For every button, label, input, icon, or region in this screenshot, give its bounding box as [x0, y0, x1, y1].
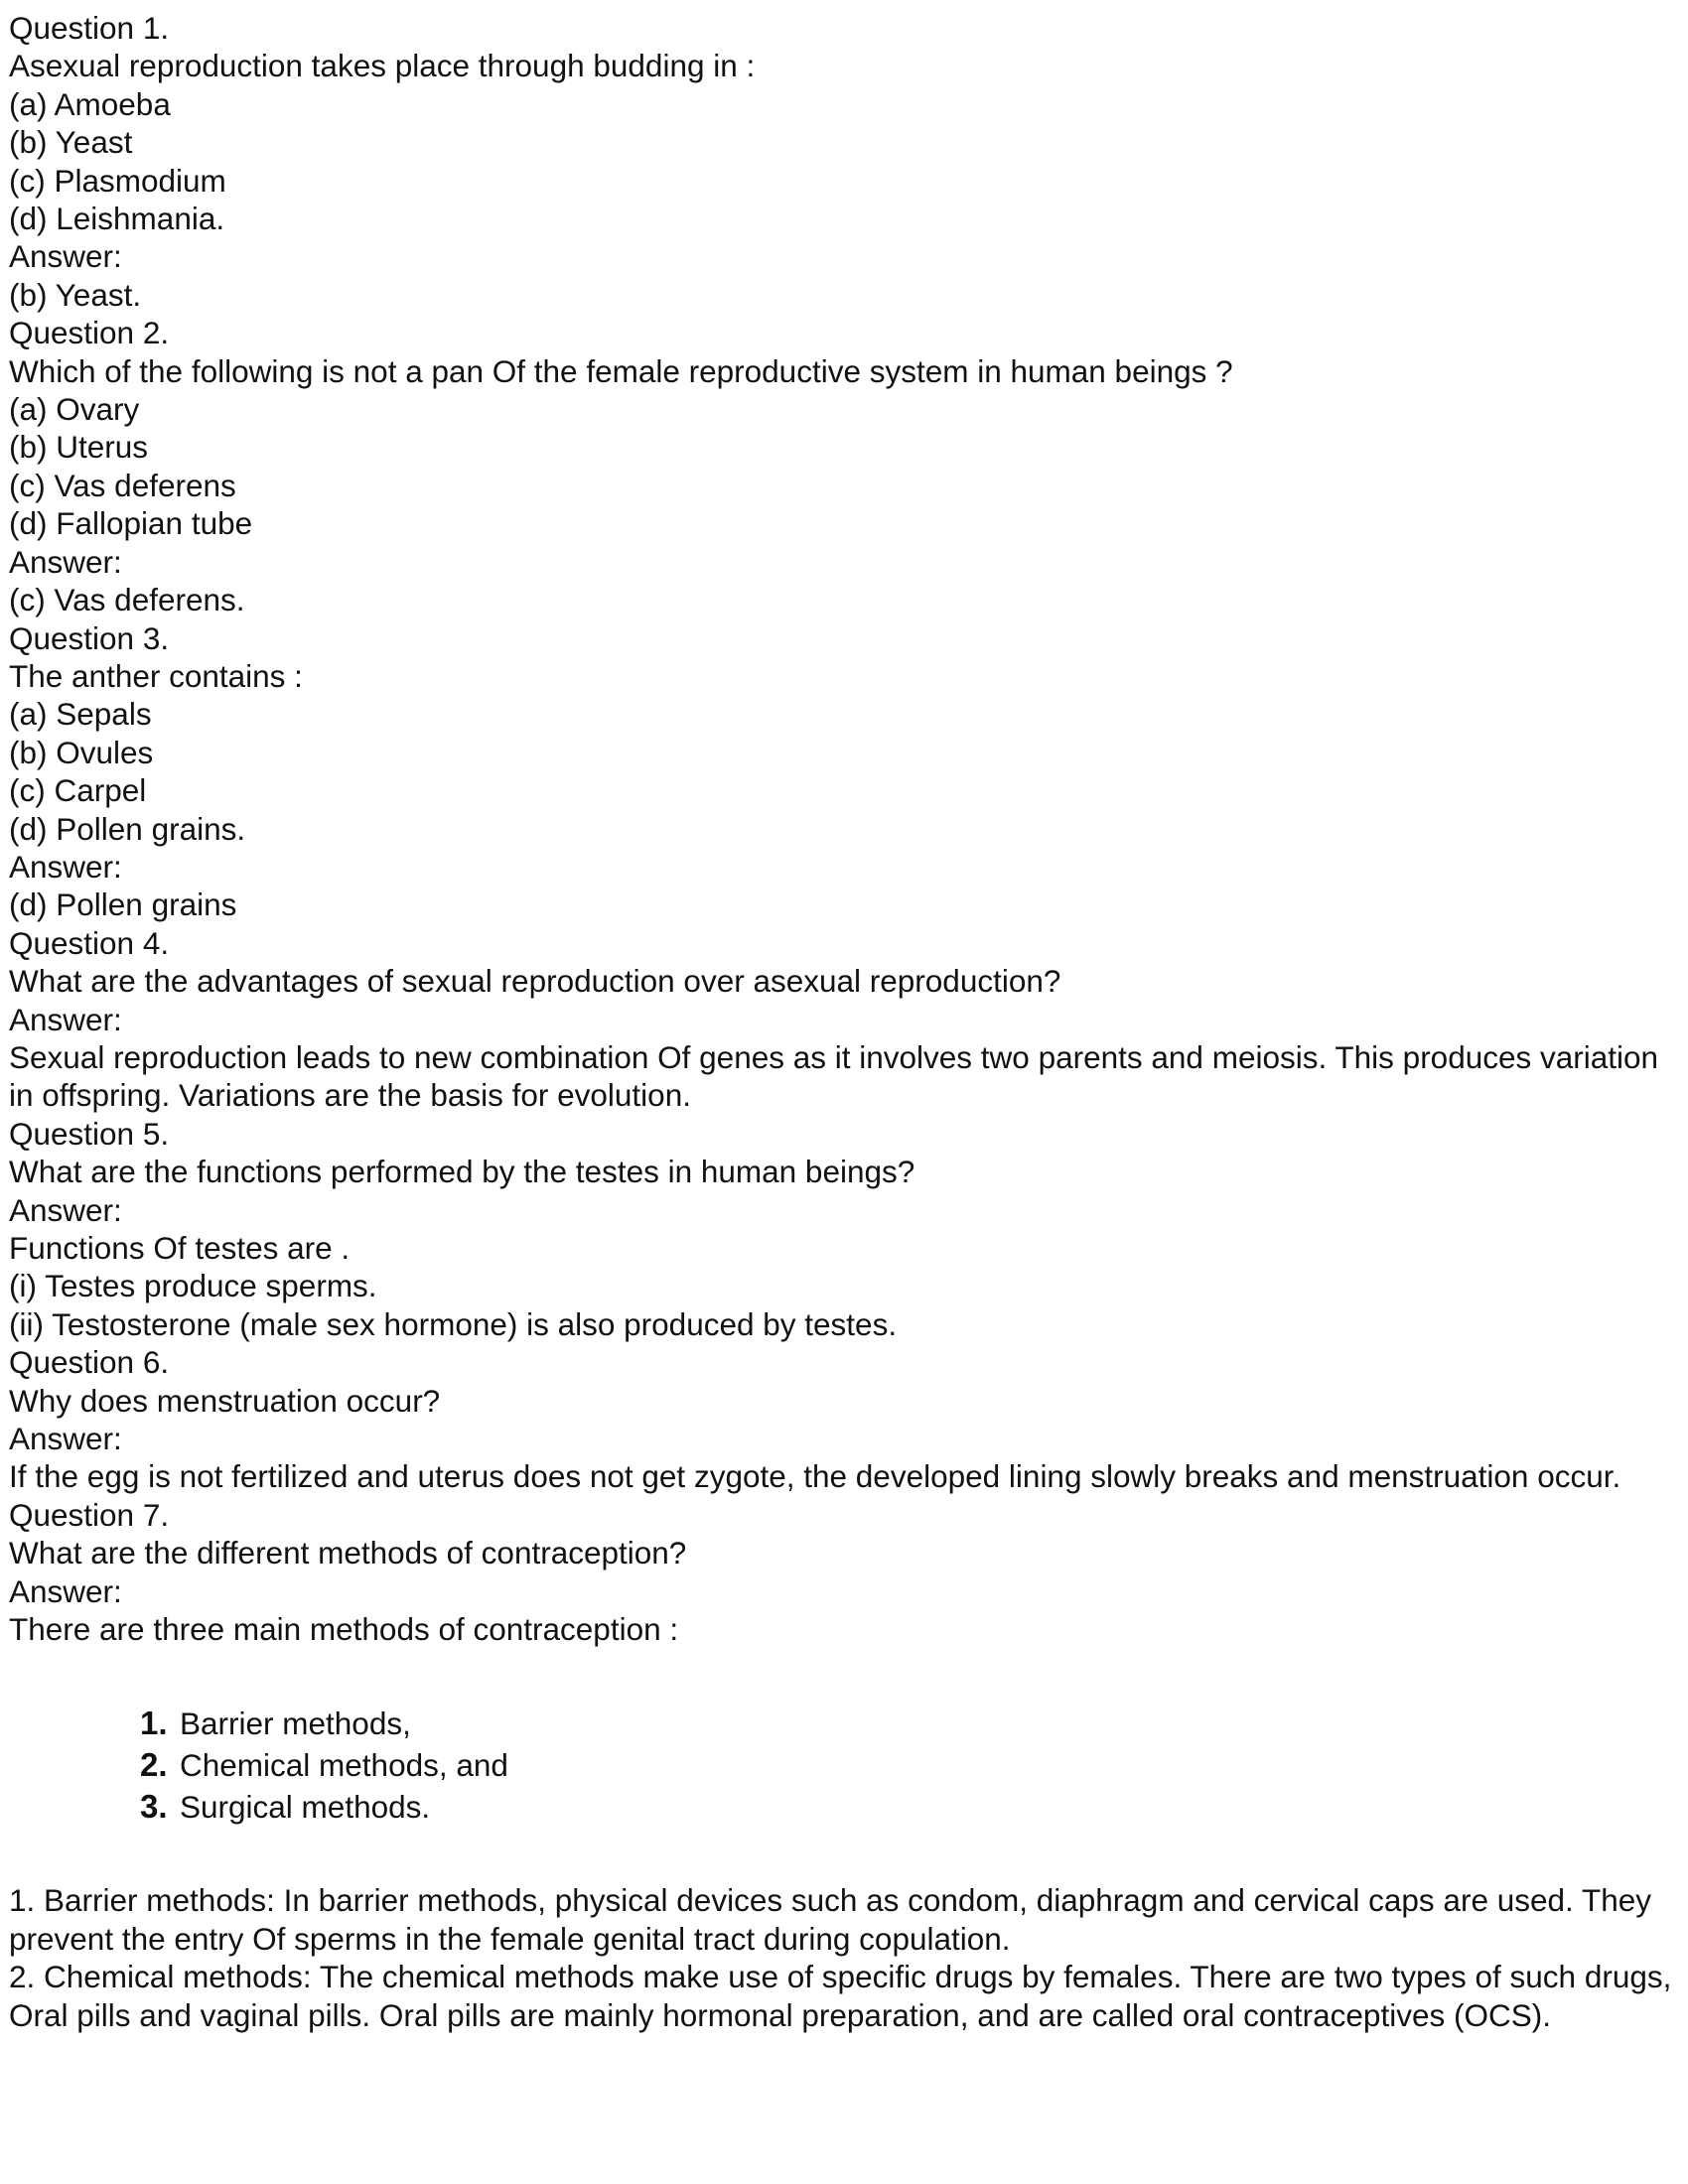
question-2-answer: (c) Vas deferens. [9, 582, 245, 618]
list-item-text: Chemical methods, and [180, 1747, 508, 1784]
question-2-answer-label: Answer: [9, 543, 122, 580]
list-item-number: 3. [140, 1788, 168, 1826]
question-4-text: What are the advantages of sexual reproduction over asexual reproduction? [9, 963, 1061, 1000]
question-2-label: Question 2. [9, 315, 170, 351]
question-7-answer-intro: There are three main methods of contraception : [9, 1611, 679, 1648]
question-4-answer: Sexual reproduction leads to new combination Of genes as it involves two parents and meiosis. This produces variation in offspring. Variations are the basis for evolution. [9, 1038, 1659, 1114]
question-1-text: Asexual reproduction takes place through budding in : [9, 48, 756, 84]
question-1-answer-label: Answer: [9, 238, 122, 275]
question-3-text: The anther contains : [9, 657, 303, 694]
barrier-methods-detail: 1. Barrier methods: In barrier methods, physical devices such as condom, diaphragm and cervical caps are used. They prevent the entry Of sperms in the female genital tract during copulation. [9, 1882, 1651, 1957]
question-6-answer: If the egg is not fertilized and uterus does not get zygote, the developed lining slowly breaks and menstruation occur. [9, 1458, 1621, 1495]
question-4-label: Question 4. [9, 924, 170, 961]
question-5-answer-label: Answer: [9, 1191, 122, 1228]
question-3-answer: (d) Pollen grains [9, 887, 237, 923]
question-2-option-c: (c) Vas deferens [9, 467, 236, 503]
question-5-label: Question 5. [9, 1115, 170, 1152]
question-2-option-b: (b) Uterus [9, 429, 149, 466]
question-3-option-c: (c) Carpel [9, 772, 147, 809]
question-2-text: Which of the following is not a pan Of the female reproductive system in human beings ? [9, 352, 1233, 389]
question-1-answer: (b) Yeast. [9, 276, 142, 313]
question-3-option-b: (b) Ovules [9, 734, 154, 770]
list-item [140, 1786, 1677, 1828]
question-1-option-a: (a) Amoeba [9, 85, 171, 122]
list-item-text: Barrier methods, [180, 1706, 411, 1742]
list-item-text: Surgical methods. [180, 1789, 431, 1826]
question-7-text: What are the different methods of contraception? [9, 1535, 687, 1571]
question-1-option-b: (b) Yeast [9, 124, 133, 161]
question-3-option-a: (a) Sepals [9, 696, 152, 733]
question-3-answer-label: Answer: [9, 848, 122, 885]
question-6-answer-label: Answer: [9, 1421, 122, 1457]
question-7-label: Question 7. [9, 1496, 170, 1533]
list-item [140, 1744, 1677, 1786]
question-2-option-a: (a) Ovary [9, 391, 140, 428]
question-5-answer-line-1: Functions Of testes are . [9, 1230, 351, 1266]
question-1-label: Question 1. [9, 10, 170, 46]
question-6-text: Why does menstruation occur? [9, 1382, 441, 1419]
question-7-answer-label: Answer: [9, 1572, 122, 1609]
list-item [140, 1703, 1677, 1744]
question-5-text: What are the functions performed by the testes in human beings? [9, 1154, 915, 1190]
contraception-methods-list [140, 1703, 1677, 1828]
list-item-number: 1. [140, 1705, 168, 1742]
question-3-label: Question 3. [9, 619, 170, 656]
list-item-number: 2. [140, 1746, 168, 1784]
question-1-option-d: (d) Leishmania. [9, 201, 225, 237]
question-1-option-c: (c) Plasmodium [9, 162, 226, 199]
question-4-answer-label: Answer: [9, 1001, 122, 1037]
question-6-label: Question 6. [9, 1344, 170, 1381]
question-3-option-d: (d) Pollen grains. [9, 810, 246, 847]
question-5-answer-line-2: (i) Testes produce sperms. [9, 1268, 377, 1304]
document-body [9, 9, 1677, 2034]
question-2-option-d: (d) Fallopian tube [9, 505, 253, 542]
chemical-methods-detail: 2. Chemical methods: The chemical methods make use of specific drugs by females. There are two types of such drugs, Oral pills and vaginal pills. Oral pills are mainly hormonal preparation, and are called oral contraceptives (OCS). [9, 1959, 1672, 2033]
question-5-answer-line-3: (ii) Testosterone (male sex hormone) is also produced by testes. [9, 1305, 898, 1342]
